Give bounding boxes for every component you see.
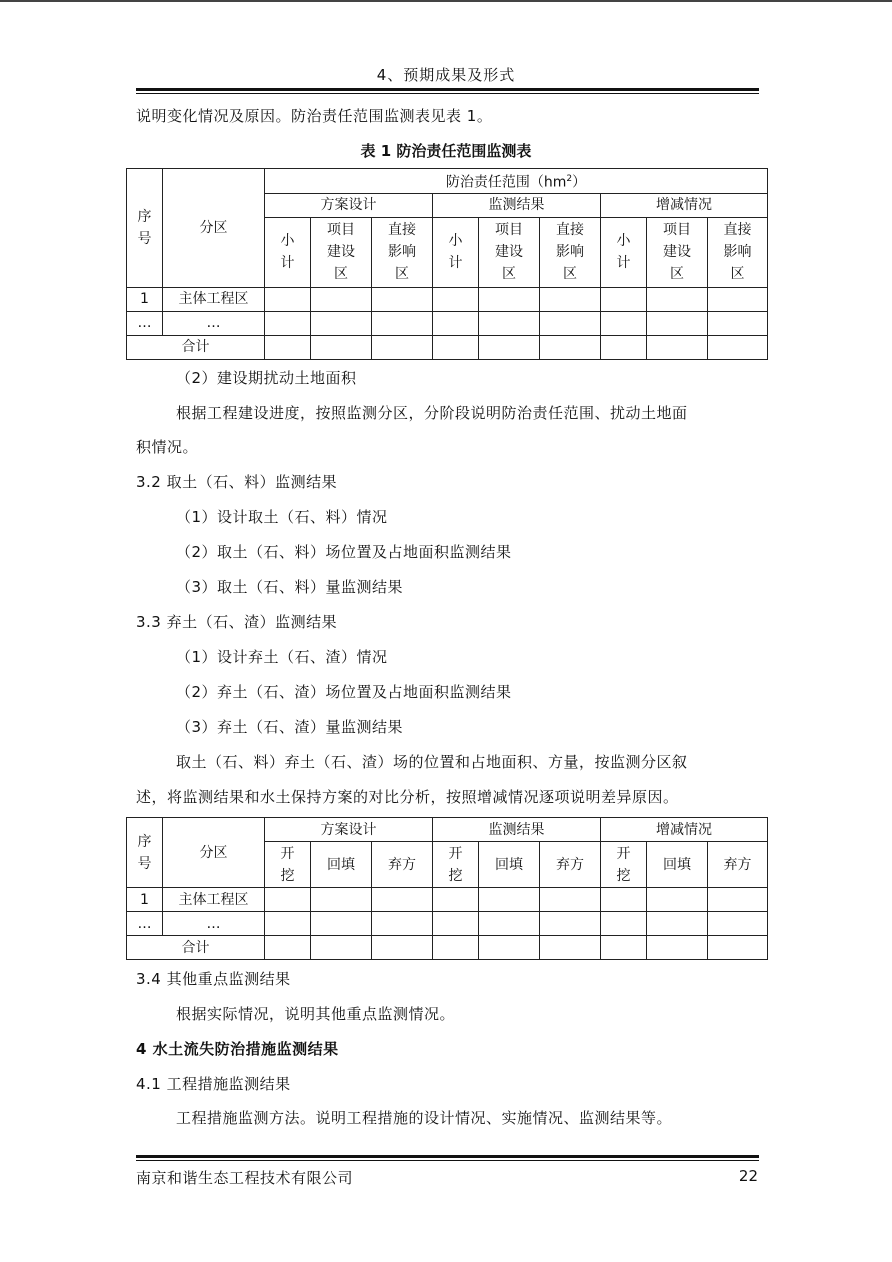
- paragraph: 积情况。: [136, 438, 199, 456]
- t2-sub-spoil: 弃方: [372, 842, 433, 888]
- chapter-heading: 4 水土流失防治措施监测结果: [136, 1040, 339, 1058]
- page-number: 22: [738, 1167, 758, 1185]
- paragraph: （3）弃土（石、渣）量监测结果: [176, 718, 404, 736]
- t1-row-zone: …: [163, 311, 265, 335]
- footer-rule-thin: [136, 1160, 759, 1161]
- table-row: [127, 912, 768, 936]
- t2-row-zone: …: [163, 912, 265, 936]
- table1-caption: 表 1 防治责任范围监测表: [360, 142, 532, 160]
- paragraph: 取土（石、料）弃土（石、渣）场的位置和占地面积、方量，按监测分区叙: [176, 753, 688, 771]
- t2-sub-backfill: 回填: [311, 842, 372, 888]
- section-heading: 4.1 工程措施监测结果: [136, 1075, 291, 1093]
- paragraph: （2）取土（石、料）场位置及占地面积监测结果: [176, 543, 512, 561]
- section-heading: 3.4 其他重点监测结果: [136, 970, 291, 988]
- t2-header-zone: 分区: [163, 818, 265, 888]
- t1-row-seq: …: [127, 311, 163, 335]
- paragraph: （3）取土（石、料）量监测结果: [176, 578, 404, 596]
- paragraph: 根据工程建设进度，按照监测分区，分阶段说明防治责任范围、扰动土地面: [176, 404, 688, 422]
- t2-sub-spoil: 弃方: [540, 842, 601, 888]
- t1-sub-subtotal: 小计: [601, 217, 647, 287]
- header-rule-thin: [136, 93, 759, 94]
- footer-company: 南京和谐生态工程技术有限公司: [136, 1169, 354, 1187]
- t2-row-zone: 主体工程区: [163, 888, 265, 912]
- t2-sub-backfill: 回填: [479, 842, 540, 888]
- paragraph: 根据实际情况，说明其他重点监测情况。: [176, 1005, 456, 1023]
- t2-row-seq: …: [127, 912, 163, 936]
- t1-sub-subtotal: 小计: [433, 217, 479, 287]
- table-row: [127, 888, 768, 912]
- table-row-total: [127, 936, 768, 960]
- t1-sub-direct-area: 直接影响区: [540, 217, 601, 287]
- paragraph: 述，将监测结果和水土保持方案的对比分析，按照增减情况逐项说明差异原因。: [136, 788, 679, 806]
- t1-group-monitor: 监测结果: [433, 193, 601, 217]
- top-border: [0, 0, 892, 2]
- t1-sub-project-area: 项目建设区: [479, 217, 540, 287]
- intro-line: 说明变化情况及原因。防治责任范围监测表见表 1。: [136, 107, 493, 125]
- t1-group-change: 增减情况: [601, 193, 768, 217]
- t1-group-plan: 方案设计: [265, 193, 433, 217]
- t1-header-seq: 序号: [127, 169, 163, 288]
- t1-row-seq: 1: [127, 287, 163, 311]
- t1-sub-project-area: 项目建设区: [311, 217, 372, 287]
- t2-total: 合计: [127, 936, 265, 960]
- t1-sub-direct-area: 直接影响区: [708, 217, 768, 287]
- t2-group-plan: 方案设计: [265, 818, 433, 842]
- t2-sub-excavation: 开挖: [433, 842, 479, 888]
- t1-header-scope: 防治责任范围$(hm^2)$: [265, 169, 768, 194]
- t1-sub-subtotal: 小计: [265, 217, 311, 287]
- table1: [126, 168, 768, 360]
- paragraph: （2）弃土（石、渣）场位置及占地面积监测结果: [176, 683, 512, 701]
- t2-group-change: 增减情况: [601, 818, 768, 842]
- t2-sub-excavation: 开挖: [601, 842, 647, 888]
- table-row-total: [127, 335, 768, 359]
- table-row: [127, 311, 768, 335]
- section-heading: 3.3 弃土（石、渣）监测结果: [136, 613, 338, 631]
- section-heading: 3.2 取土（石、料）监测结果: [136, 473, 338, 491]
- paragraph: （1）设计弃土（石、渣）情况: [176, 648, 388, 666]
- paragraph: （1）设计取土（石、料）情况: [176, 508, 388, 526]
- t2-sub-backfill: 回填: [647, 842, 708, 888]
- t1-sub-project-area: 项目建设区: [647, 217, 708, 287]
- header-rule: [136, 88, 759, 91]
- paragraph: （2）建设期扰动土地面积: [176, 369, 357, 387]
- table2: [126, 817, 768, 960]
- t2-header-seq: 序号: [127, 818, 163, 888]
- footer-rule: [136, 1155, 759, 1158]
- t2-sub-spoil: 弃方: [708, 842, 768, 888]
- t1-row-zone: 主体工程区: [163, 287, 265, 311]
- t2-sub-excavation: 开挖: [265, 842, 311, 888]
- t1-header-zone: 分区: [163, 169, 265, 288]
- paragraph: 工程措施监测方法。说明工程措施的设计情况、实施情况、监测结果等。: [176, 1109, 673, 1127]
- table-row: [127, 287, 768, 311]
- t2-group-monitor: 监测结果: [433, 818, 601, 842]
- t1-sub-direct-area: 直接影响区: [372, 217, 433, 287]
- t1-total: 合计: [127, 335, 265, 359]
- t2-row-seq: 1: [127, 888, 163, 912]
- running-header: 4、预期成果及形式: [376, 66, 516, 84]
